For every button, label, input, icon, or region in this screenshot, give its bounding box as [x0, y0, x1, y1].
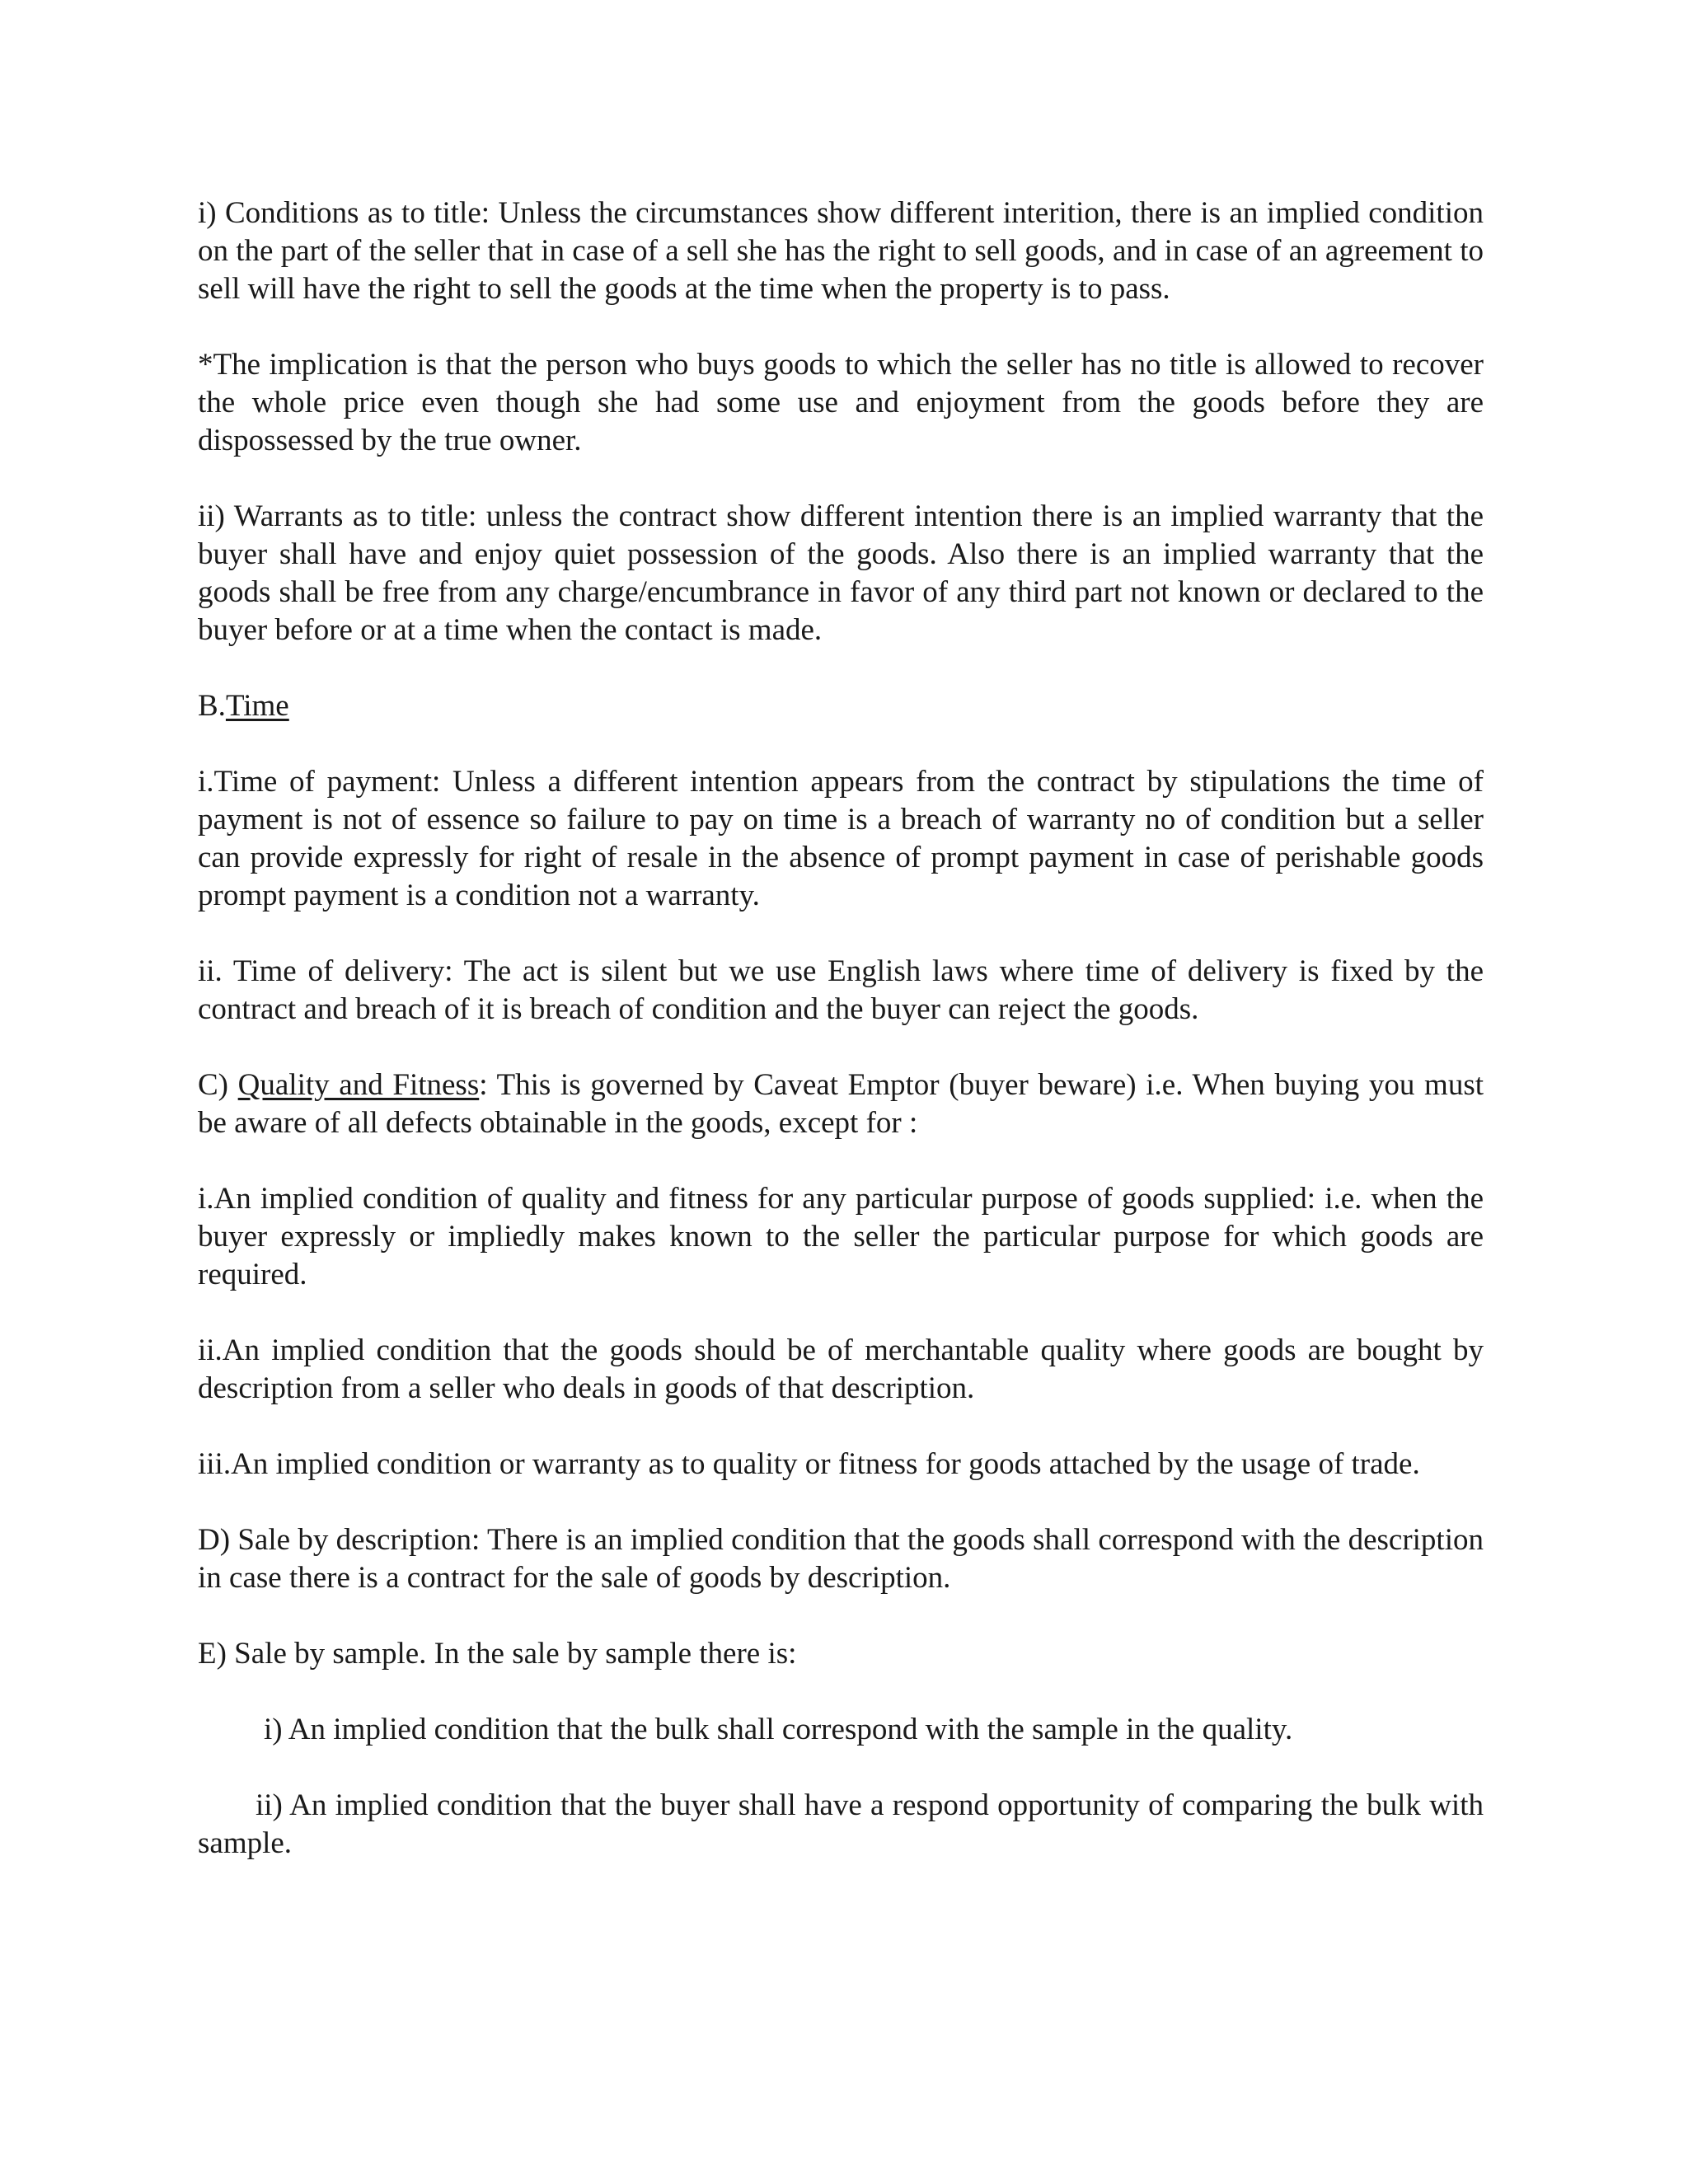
- conditions-as-to-title-paragraph: i) Conditions as to title: Unless the circumstances show different interition, there is an implied condition on the part of the seller that in case of a sell she has the right to sell goods, and in case of an agreement to sell will have the right to sell the goods at the time when the property is to pass.: [198, 196, 1484, 306]
- section-c-text: : This is governed by Caveat Emptor (buyer beware) i.e. When buying you must be aware of all defects obtainable in the goods, except for :: [198, 1068, 1484, 1140]
- quality-item-ii: ii.An implied condition that the goods should be of merchantable quality where goods are bought by description from a seller who deals in goods of that description.: [198, 1333, 1484, 1405]
- time-of-delivery-paragraph: ii. Time of delivery: The act is silent but we use English laws where time of delivery is fixed by the contract and breach of it is breach of condition and the buyer can reject the goods.: [198, 954, 1484, 1026]
- quality-item-iii: iii.An implied condition or warranty as to quality or fitness for goods attached by the usage of trade.: [198, 1447, 1420, 1481]
- section-b-heading: [198, 687, 1484, 725]
- sale-by-sample-paragraph: E) Sale by sample. In the sale by sample there is:: [198, 1637, 797, 1671]
- implication-paragraph: *The implication is that the person who buys goods to which the seller has no title is allowed to recover the whole price even though she had some use and enjoyment from the goods before they are dispossessed by the true owner.: [198, 348, 1484, 457]
- document-body: [198, 194, 1484, 1900]
- time-of-payment-paragraph: i.Time of payment: Unless a different intention appears from the contract by stipulations the time of payment is not of essence so failure to pay on time is a breach of warranty no of condition but a seller can provide expressly for right of resale in the absence of prompt payment in case of perishable goods prompt payment is a condition not a warranty.: [198, 765, 1484, 912]
- section-c-prefix: C): [198, 1068, 238, 1102]
- warrants-as-to-title-paragraph: ii) Warrants as to title: unless the contract show different intention there is an implied warranty that the buyer shall have and enjoy quiet possession of the goods. Also there is an implied warranty that the goods shall be free from any charge/encumbrance in favor of any third part not known or declared to the buyer before or at a time when the contact is made.: [198, 499, 1484, 647]
- section-b-title: Time: [225, 689, 289, 723]
- quality-item-i: i.An implied condition of quality and fitness for any particular purpose of goods supplied: i.e. when the buyer expressly or impliedly makes known to the seller the particular purpose for which goods are required.: [198, 1182, 1484, 1291]
- sale-by-description-paragraph: D) Sale by description: There is an implied condition that the goods shall correspond with the description in case there is a contract for the sale of goods by description.: [198, 1523, 1484, 1595]
- section-b-prefix: B.: [198, 689, 226, 723]
- section-c-title: Quality and Fitness: [237, 1068, 480, 1102]
- sample-item-i: i) An implied condition that the bulk shall correspond with the sample in the quality.: [264, 1713, 1293, 1746]
- sample-item-ii: ii) An implied condition that the buyer shall have a respond opportunity of comparing the bulk with sample.: [198, 1788, 1484, 1860]
- section-c-paragraph: [198, 1066, 1484, 1142]
